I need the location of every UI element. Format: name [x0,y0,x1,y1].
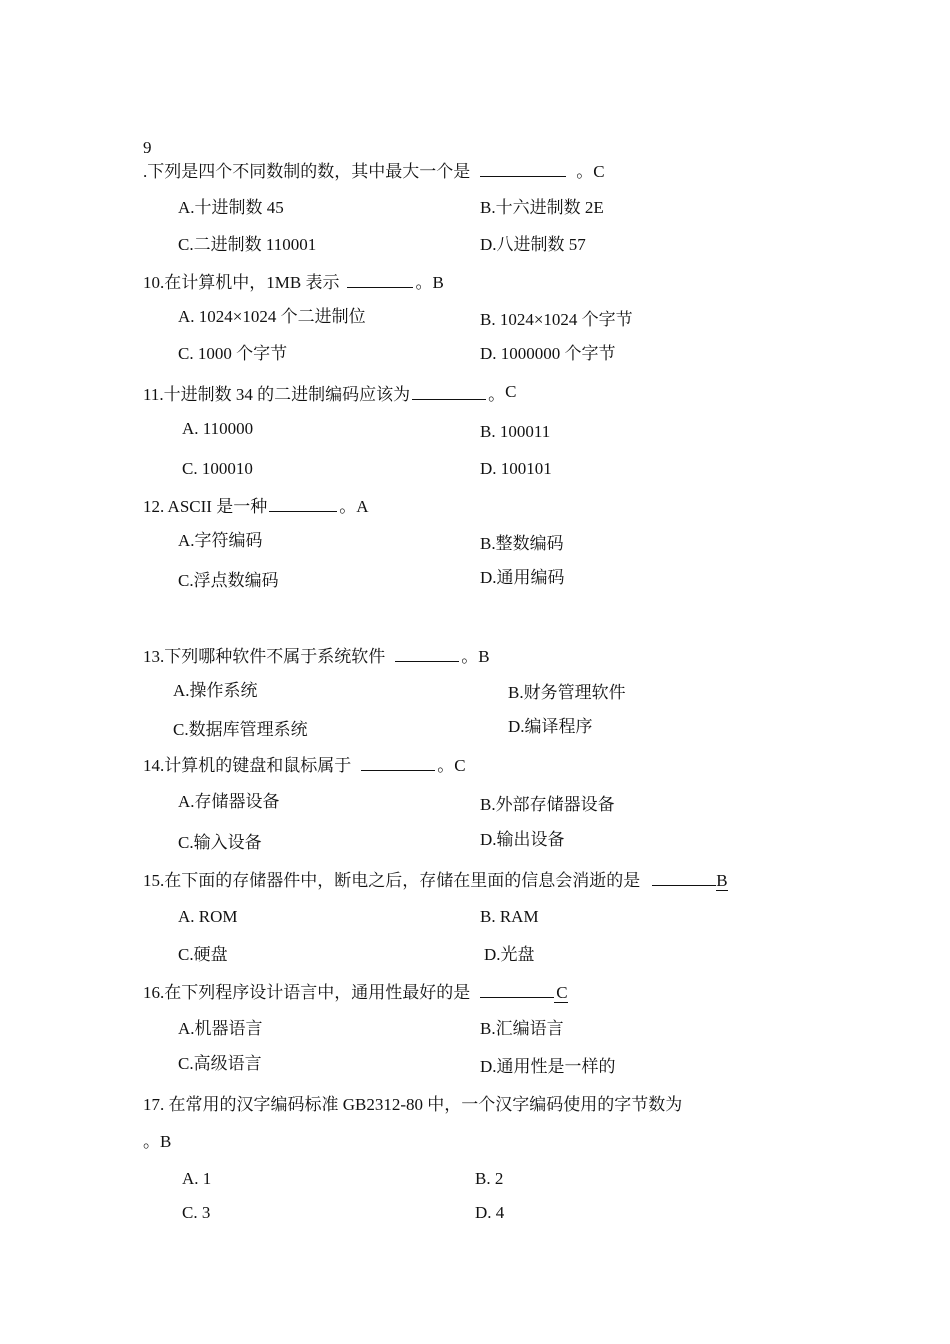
question-17-answer-line [143,1131,171,1153]
option-c: C.高级语言 [178,1054,262,1073]
option-b: B.汇编语言 [480,1019,564,1038]
option-d: D. 100101 [480,459,552,478]
answer-letter: B [478,647,490,666]
option-b: B.整数编码 [480,534,564,553]
question-12-stem [143,495,369,518]
option-d: D. 4 [475,1203,505,1222]
answer-blank [652,869,716,886]
option-a: A. 110000 [182,419,254,438]
answer-letter: A [356,497,369,516]
answer-blank [395,645,459,662]
answer-blank [480,160,566,177]
option-c: C.二进制数 110001 [178,235,317,254]
option-d: D.通用编码 [480,568,565,587]
stem-text: 14.计算机的键盘和鼠标属于 [143,756,352,775]
option-d: D.八进制数 57 [480,235,586,254]
question-9-number: 9 [143,138,152,157]
stem-suffix: 。 [488,385,506,404]
stem-text: 10.在计算机中，1MB 表示 [143,273,340,292]
option-a: A.字符编码 [178,531,263,550]
option-c: C.硬盘 [178,945,228,964]
option-a: A.存储器设备 [178,792,280,811]
stem-suffix: 。 [339,497,357,516]
option-d: D.输出设备 [480,830,565,849]
question-13-stem [143,645,490,668]
option-c: C. 100010 [182,459,253,478]
stem-suffix: 。 [143,1132,160,1151]
option-c: C.输入设备 [178,833,262,852]
answer-letter: C [556,983,568,1002]
stem-text: 11.十进制数 34 的二进制编码应该为 [143,385,411,404]
option-b: B. 1024×1024 个字节 [480,310,633,329]
option-a: A.机器语言 [178,1019,263,1038]
option-c: C. 3 [182,1203,211,1222]
option-c: C.数据库管理系统 [173,720,308,739]
option-a: A. ROM [178,907,238,926]
option-a: A.操作系统 [173,681,258,700]
option-b: B.财务管理软件 [508,683,626,702]
option-a: A. 1024×1024 个二进制位 [178,307,366,326]
stem-suffix: 。 [437,756,455,775]
option-a: A.十进制数 45 [178,198,284,217]
stem-text: 17. 在常用的汉字编码标准 GB2312-80 中，一个汉字编码使用的字节数为 [143,1095,683,1114]
option-d: D.光盘 [484,945,535,964]
answer-blank [269,495,337,512]
option-c: C.浮点数编码 [178,571,279,590]
question-9-stem [143,160,605,183]
answer-letter: B [160,1132,172,1151]
question-16-stem [143,981,568,1004]
stem-suffix: 。 [415,273,433,292]
option-d: D.通用性是一样的 [480,1057,616,1076]
answer-letter: C [505,382,517,401]
option-b: B. 2 [475,1169,504,1188]
stem-text: 15.在下面的存储器件中，断电之后，存储在里面的信息会消逝的是 [143,871,641,890]
option-b: B. RAM [480,907,539,926]
answer-blank [361,754,435,771]
question-10-stem [143,271,444,294]
option-b: B. 100011 [480,422,551,441]
answer-blank [347,271,413,288]
answer-blank [480,981,554,998]
question-15-stem [143,869,728,892]
stem-text: 16.在下列程序设计语言中，通用性最好的是 [143,983,471,1002]
question-11-stem [143,383,516,406]
stem-text: 13.下列哪种软件不属于系统软件 [143,647,386,666]
answer-blank [412,383,486,400]
answer-letter: B [432,273,444,292]
stem-suffix: 。 [576,162,594,181]
stem-text: .下列是四个不同数制的数，其中最大一个是 [143,162,471,181]
option-b: B.外部存储器设备 [480,795,615,814]
option-d: D.编译程序 [508,717,593,736]
stem-text: 12. ASCII 是一种 [143,497,268,516]
answer-letter: B [716,871,728,890]
answer-letter: C [593,162,605,181]
option-a: A. 1 [182,1169,212,1188]
answer-letter: C [454,756,466,775]
stem-suffix: 。 [461,647,479,666]
question-14-stem [143,754,466,777]
option-d: D. 1000000 个字节 [480,344,616,363]
option-c: C. 1000 个字节 [178,344,288,363]
question-17-stem [143,1094,811,1116]
option-b: B.十六进制数 2E [480,198,604,217]
